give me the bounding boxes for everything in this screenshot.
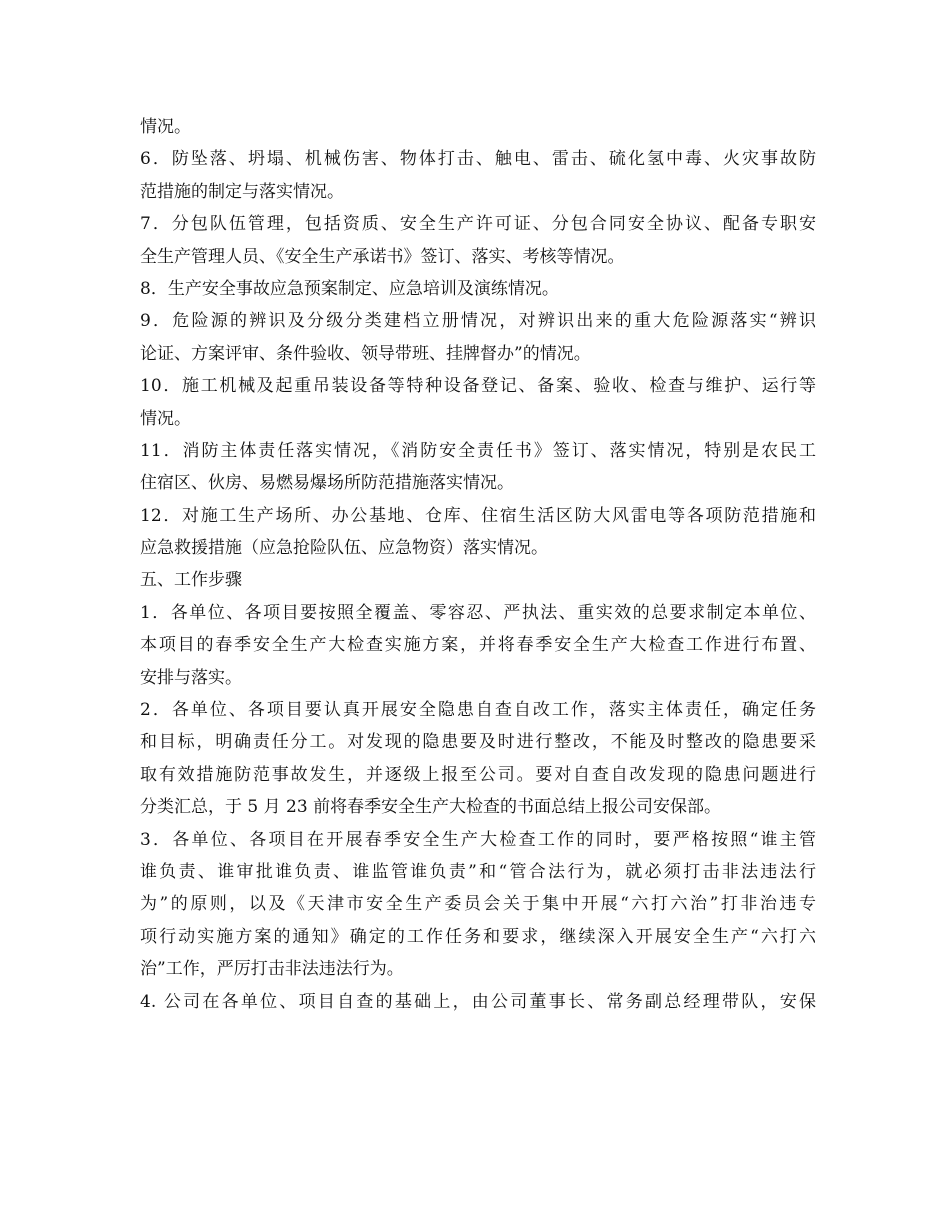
text-line: 3．各单位、各项目在开展春季安全生产大检查工作的同时，要严格按照“谁主管 <box>140 829 816 850</box>
text-line: 情况。 <box>140 117 191 137</box>
text-line: 8．生产安全事故应急预案制定、应急培训及演练情况。 <box>140 278 559 299</box>
text-line: 应急救援措施（应急抢险队伍、应急物资）落实情况。 <box>140 538 548 559</box>
text-line: 和目标，明确责任分工。对发现的隐患要及时进行整改，不能及时整改的隐患要采 <box>140 732 816 753</box>
text-line: 7．分包队伍管理，包括资质、安全生产许可证、分包合同安全协议、配备专职安 <box>140 214 816 235</box>
text-line: 论证、方案评审、条件验收、领导带班、挂牌督办”的情况。 <box>140 343 591 364</box>
text-line: 6．防坠落、坍塌、机械伤害、物体打击、触电、雷击、硫化氢中毒、火灾事故防 <box>140 149 816 170</box>
text-line: 谁负责、谁审批谁负责、谁监管谁负责”和“管合法行为，就必须打击非法违法行 <box>140 861 816 882</box>
text-line: 本项目的春季安全生产大检查实施方案，并将春季安全生产大检查工作进行布置、 <box>140 635 816 656</box>
text-line: 4. 公司在各单位、项目自查的基础上，由公司董事长、常务副总经理带队，安保 <box>140 991 816 1012</box>
document-body <box>140 111 816 1018</box>
text-line: 11．消防主体责任落实情况，《消防安全责任书》签订、落实情况，特别是农民工 <box>140 440 816 461</box>
text-line: 治”工作，严厉打击非法违法行为。 <box>140 959 404 980</box>
text-line: 分类汇总，于 5 月 23 前将春季安全生产大检查的书面总结上报公司安保部。 <box>140 797 722 818</box>
text-line: 1．各单位、各项目要按照全覆盖、零容忍、严执法、重实效的总要求制定本单位、 <box>140 602 816 623</box>
text-line: 10．施工机械及起重吊装设备等特种设备登记、备案、验收、检查与维护、运行等 <box>140 376 816 397</box>
text-line: 住宿区、伙房、易燃易爆场所防范措施落实情况。 <box>140 473 514 494</box>
text-line: 2．各单位、各项目要认真开展安全隐患自查自改工作，落实主体责任，确定任务 <box>140 700 816 721</box>
text-line: 全生产管理人员、《安全生产承诺书》签订、落实、考核等情况。 <box>140 246 625 267</box>
text-line: 为”的原则，以及《天津市安全生产委员会关于集中开展“六打六治”打非治违专 <box>140 894 816 915</box>
text-line: 项行动实施方案的通知》确定的工作任务和要求，继续深入开展安全生产“六打六 <box>140 926 816 947</box>
text-line: 范措施的制定与落实情况。 <box>140 181 344 202</box>
text-line: 安排与落实。 <box>140 667 242 688</box>
text-line: 取有效措施防范事故发生，并逐级上报至公司。要对自查自改发现的隐患问题进行 <box>140 764 816 785</box>
section-heading: 五、工作步骤 <box>140 570 242 591</box>
text-line: 情况。 <box>140 408 191 429</box>
text-line: 9．危险源的辨识及分级分类建档立册情况，对辨识出来的重大危险源落实“辨识 <box>140 311 816 332</box>
text-line: 12．对施工生产场所、办公基地、仓库、住宿生活区防大风雷电等各项防范措施和 <box>140 505 816 526</box>
